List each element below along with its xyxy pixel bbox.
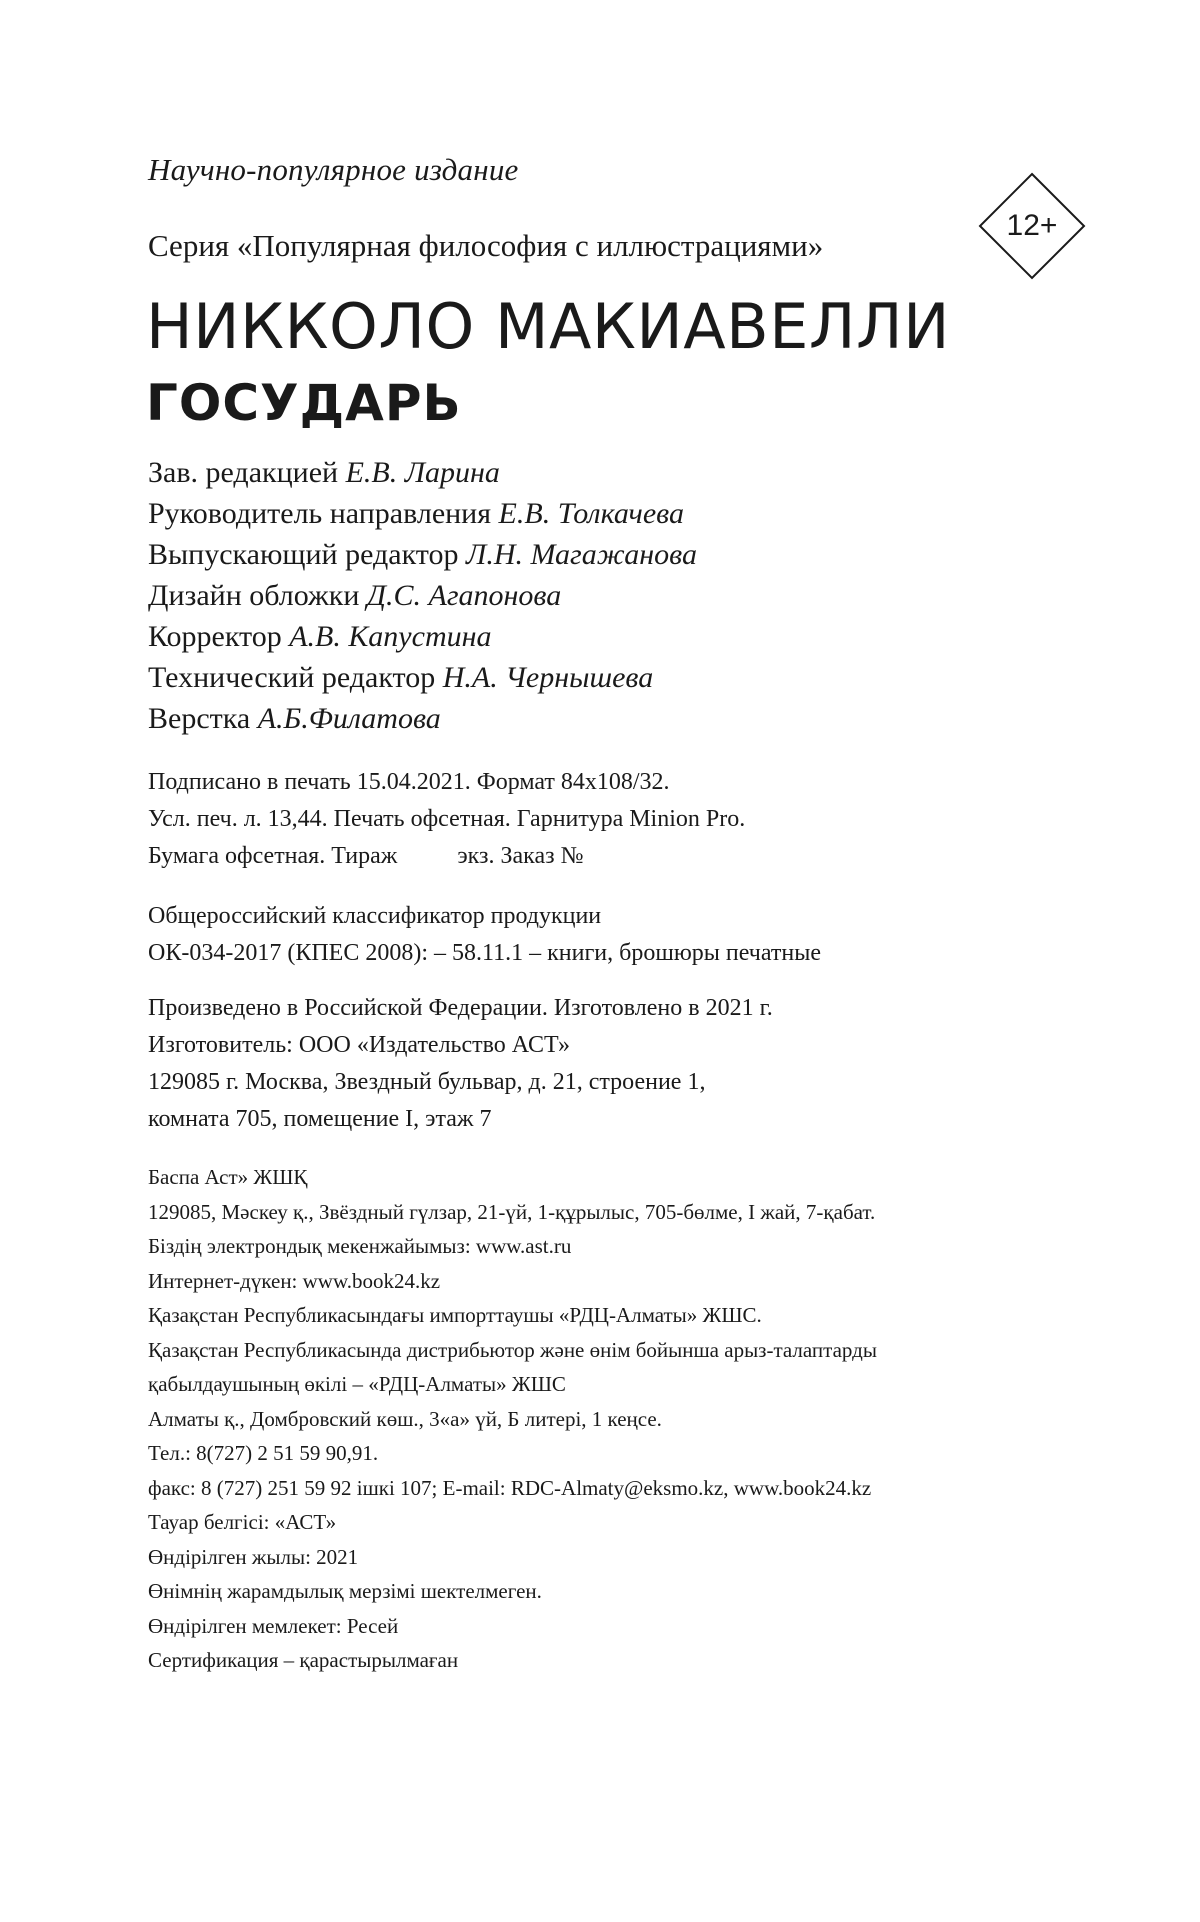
credit-line [148,534,697,575]
kazakh-info [148,1160,877,1678]
author-name: НИККОЛО МАКИАВЕЛЛИ [146,290,951,363]
credit-line [148,452,697,493]
credit-line [148,616,697,657]
kazakh-info-line: Өнімнің жарамдылық мерзімі шектелмеген. [148,1579,542,1603]
kazakh-info-line: Қазақстан Республикасында дистрибьютор және өнім бойынша арыз-талаптарды [148,1337,877,1362]
print-info-line: Бумага офсетная. Тираж экз. Заказ № [148,843,584,869]
print-info-line: Усл. печ. л. 13,44. Печать офсетная. Гарнитура Minion Pro. [148,806,746,832]
classifier-info [148,898,821,972]
book-title: ГОСУДАРЬ [146,374,462,432]
kazakh-info-line: Баспа Аст» ЖШҚ [148,1165,308,1189]
kazakh-info-line: Сертификация – қарастырылмаған [148,1648,459,1672]
manufacturer-line: комната 705, помещение I, этаж 7 [148,1106,492,1132]
manufacturer-info [148,990,773,1138]
credit-role: Зав. редакцией [148,456,339,489]
kazakh-info-line: 129085, Мәскеу қ., Звёздный гүлзар, 21-үй, 1-құрылыс, 705-бөлме, I жай, 7-қабат. [148,1199,876,1224]
credit-line [148,575,697,616]
credit-role: Выпускающий редактор [148,538,459,571]
classifier-line: Общероссийский классификатор продукции [148,903,602,929]
kazakh-info-line: факс: 8 (727) 251 59 92 ішкі 107; E-mail: RDC-Almaty@eksmo.kz, www.book24.kz [148,1475,872,1500]
credit-person: А.Б.Филатова [257,702,441,735]
manufacturer-line: Изготовитель: ООО «Издательство АСТ» [148,1032,570,1058]
kazakh-info-line: Тауар белгісі: «АСТ» [148,1510,337,1534]
edition-type: Научно-популярное издание [148,152,519,187]
series-title: Серия «Популярная философия с иллюстрациями» [148,228,824,263]
kazakh-info-line: Алматы қ., Домбровский көш., 3«а» үй, Б литері, 1 кеңсе. [148,1406,662,1431]
credit-role: Технический редактор [148,661,436,694]
credit-person: А.В. Капустина [289,620,492,653]
credit-line [148,493,697,534]
kazakh-info-line: қабылдаушының өкілі – «РДЦ-Алматы» ЖШС [148,1372,566,1396]
credit-line [148,698,697,739]
classifier-line: ОК-034-2017 (КПЕС 2008): – 58.11.1 – книги, брошюры печатные [148,940,821,966]
credit-person: Д.С. Агапонова [366,579,562,612]
credit-person: Н.А. Чернышева [442,661,654,694]
print-info [148,764,745,875]
credits-list [148,452,697,739]
credit-role: Верстка [148,702,251,735]
credit-role: Корректор [148,620,282,653]
credit-person: Е.В. Ларина [345,456,500,489]
print-info-line: Подписано в печать 15.04.2021. Формат 84x108/32. [148,769,670,795]
kazakh-info-line: Өндірілген жылы: 2021 [148,1544,359,1569]
kazakh-info-line: Өндірілген мемлекет: Ресей [148,1613,399,1638]
credit-person: Л.Н. Магажанова [466,538,697,571]
age-rating-badge [978,172,1086,280]
age-rating-label: 12+ [1006,209,1058,242]
kazakh-info-line: Тел.: 8(727) 2 51 59 90,91. [148,1441,379,1465]
credit-person: Е.В. Толкачева [498,497,684,530]
kazakh-info-line: Интернет-дүкен: www.book24.kz [148,1268,441,1293]
credit-role: Дизайн обложки [148,579,360,612]
kazakh-info-line: Қазақстан Республикасындағы импорттаушы «РДЦ-Алматы» ЖШС. [148,1303,762,1327]
manufacturer-line: 129085 г. Москва, Звездный бульвар, д. 21, строение 1, [148,1069,706,1095]
credit-line [148,657,697,698]
imprint-page [148,0,1108,1922]
credit-role: Руководитель направления [148,497,492,530]
kazakh-info-line: Біздің электрондық мекенжайымыз: www.ast.ru [148,1234,572,1258]
manufacturer-line: Произведено в Российской Федерации. Изготовлено в 2021 г. [148,995,773,1021]
